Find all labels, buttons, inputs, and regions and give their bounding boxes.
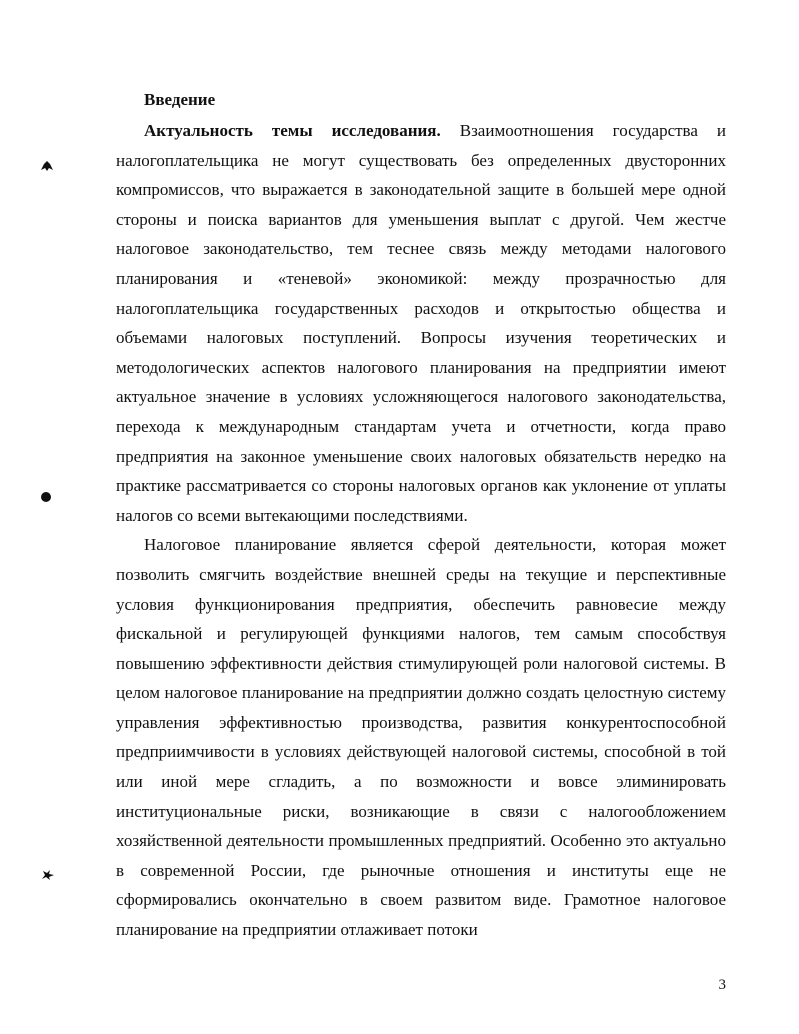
section-heading: Введение: [144, 90, 216, 109]
paragraph-tax-planning: Налоговое планирование является сферой деятельности, которая может позволить смягчить воздействие внешней среды на текущие и перспективные условия функционирования предприятия, обеспечить равновесие между фискальной и регулирующей функциями налогов, тем самым способствуя повышению эффективности действия стимулирующей роли налоговой системы. В целом налоговое планирование на предприятии должно создать целостную систему управления эффективностью производства, развития конкурентоспособной предприимчивости в условиях действующей налоговой системы, способной в той или иной мере сгладить, а по возможности и вовсе элиминировать институциональные риски, возникающие в связи с налогообложением хозяйственной деятельности промышленных предприятий. Особенно это актуально в современной России, где рыночные отношения и институты еще не сформировались окончательно в своем развитом виде. Грамотное налоговое планирование на предприятии отлаживает потоки: [116, 535, 726, 940]
ink-blot-icon: [40, 160, 54, 172]
ink-blot-icon: [41, 869, 55, 881]
paragraph-relevance: [116, 116, 726, 530]
dot-icon: [40, 491, 52, 503]
paragraph-lead: Актуальность темы исследования.: [144, 121, 441, 140]
body-text: [116, 116, 726, 945]
paragraph-text: Взаимоотношения государства и налогоплательщика не могут существовать без определенных двусторонних компромиссов, что выражается в законодательной защите в большей мере одной стороны и поиска вариантов для уменьшения выплат с другой. Чем жестче налоговое законодательство, тем теснее связь между методами налогового планирования и «теневой» экономикой: между прозрачностью для налогоплательщика государственных расходов и открытостью общества и объемами налоговых поступлений. Вопросы изучения теоретических и методологических аспектов налогового планирования на предприятии имеют актуальное значение в условиях усложняющегося налогового законодательства, перехода к международным стандартам учета и отчетности, когда право предприятия на законное уменьшение своих налоговых обязательств нередко на практике рассматривается со стороны налоговых органов как уклонение от уплаты налогов со всеми вытекающими последствиями.: [116, 121, 726, 525]
page-number: 3: [718, 977, 726, 993]
